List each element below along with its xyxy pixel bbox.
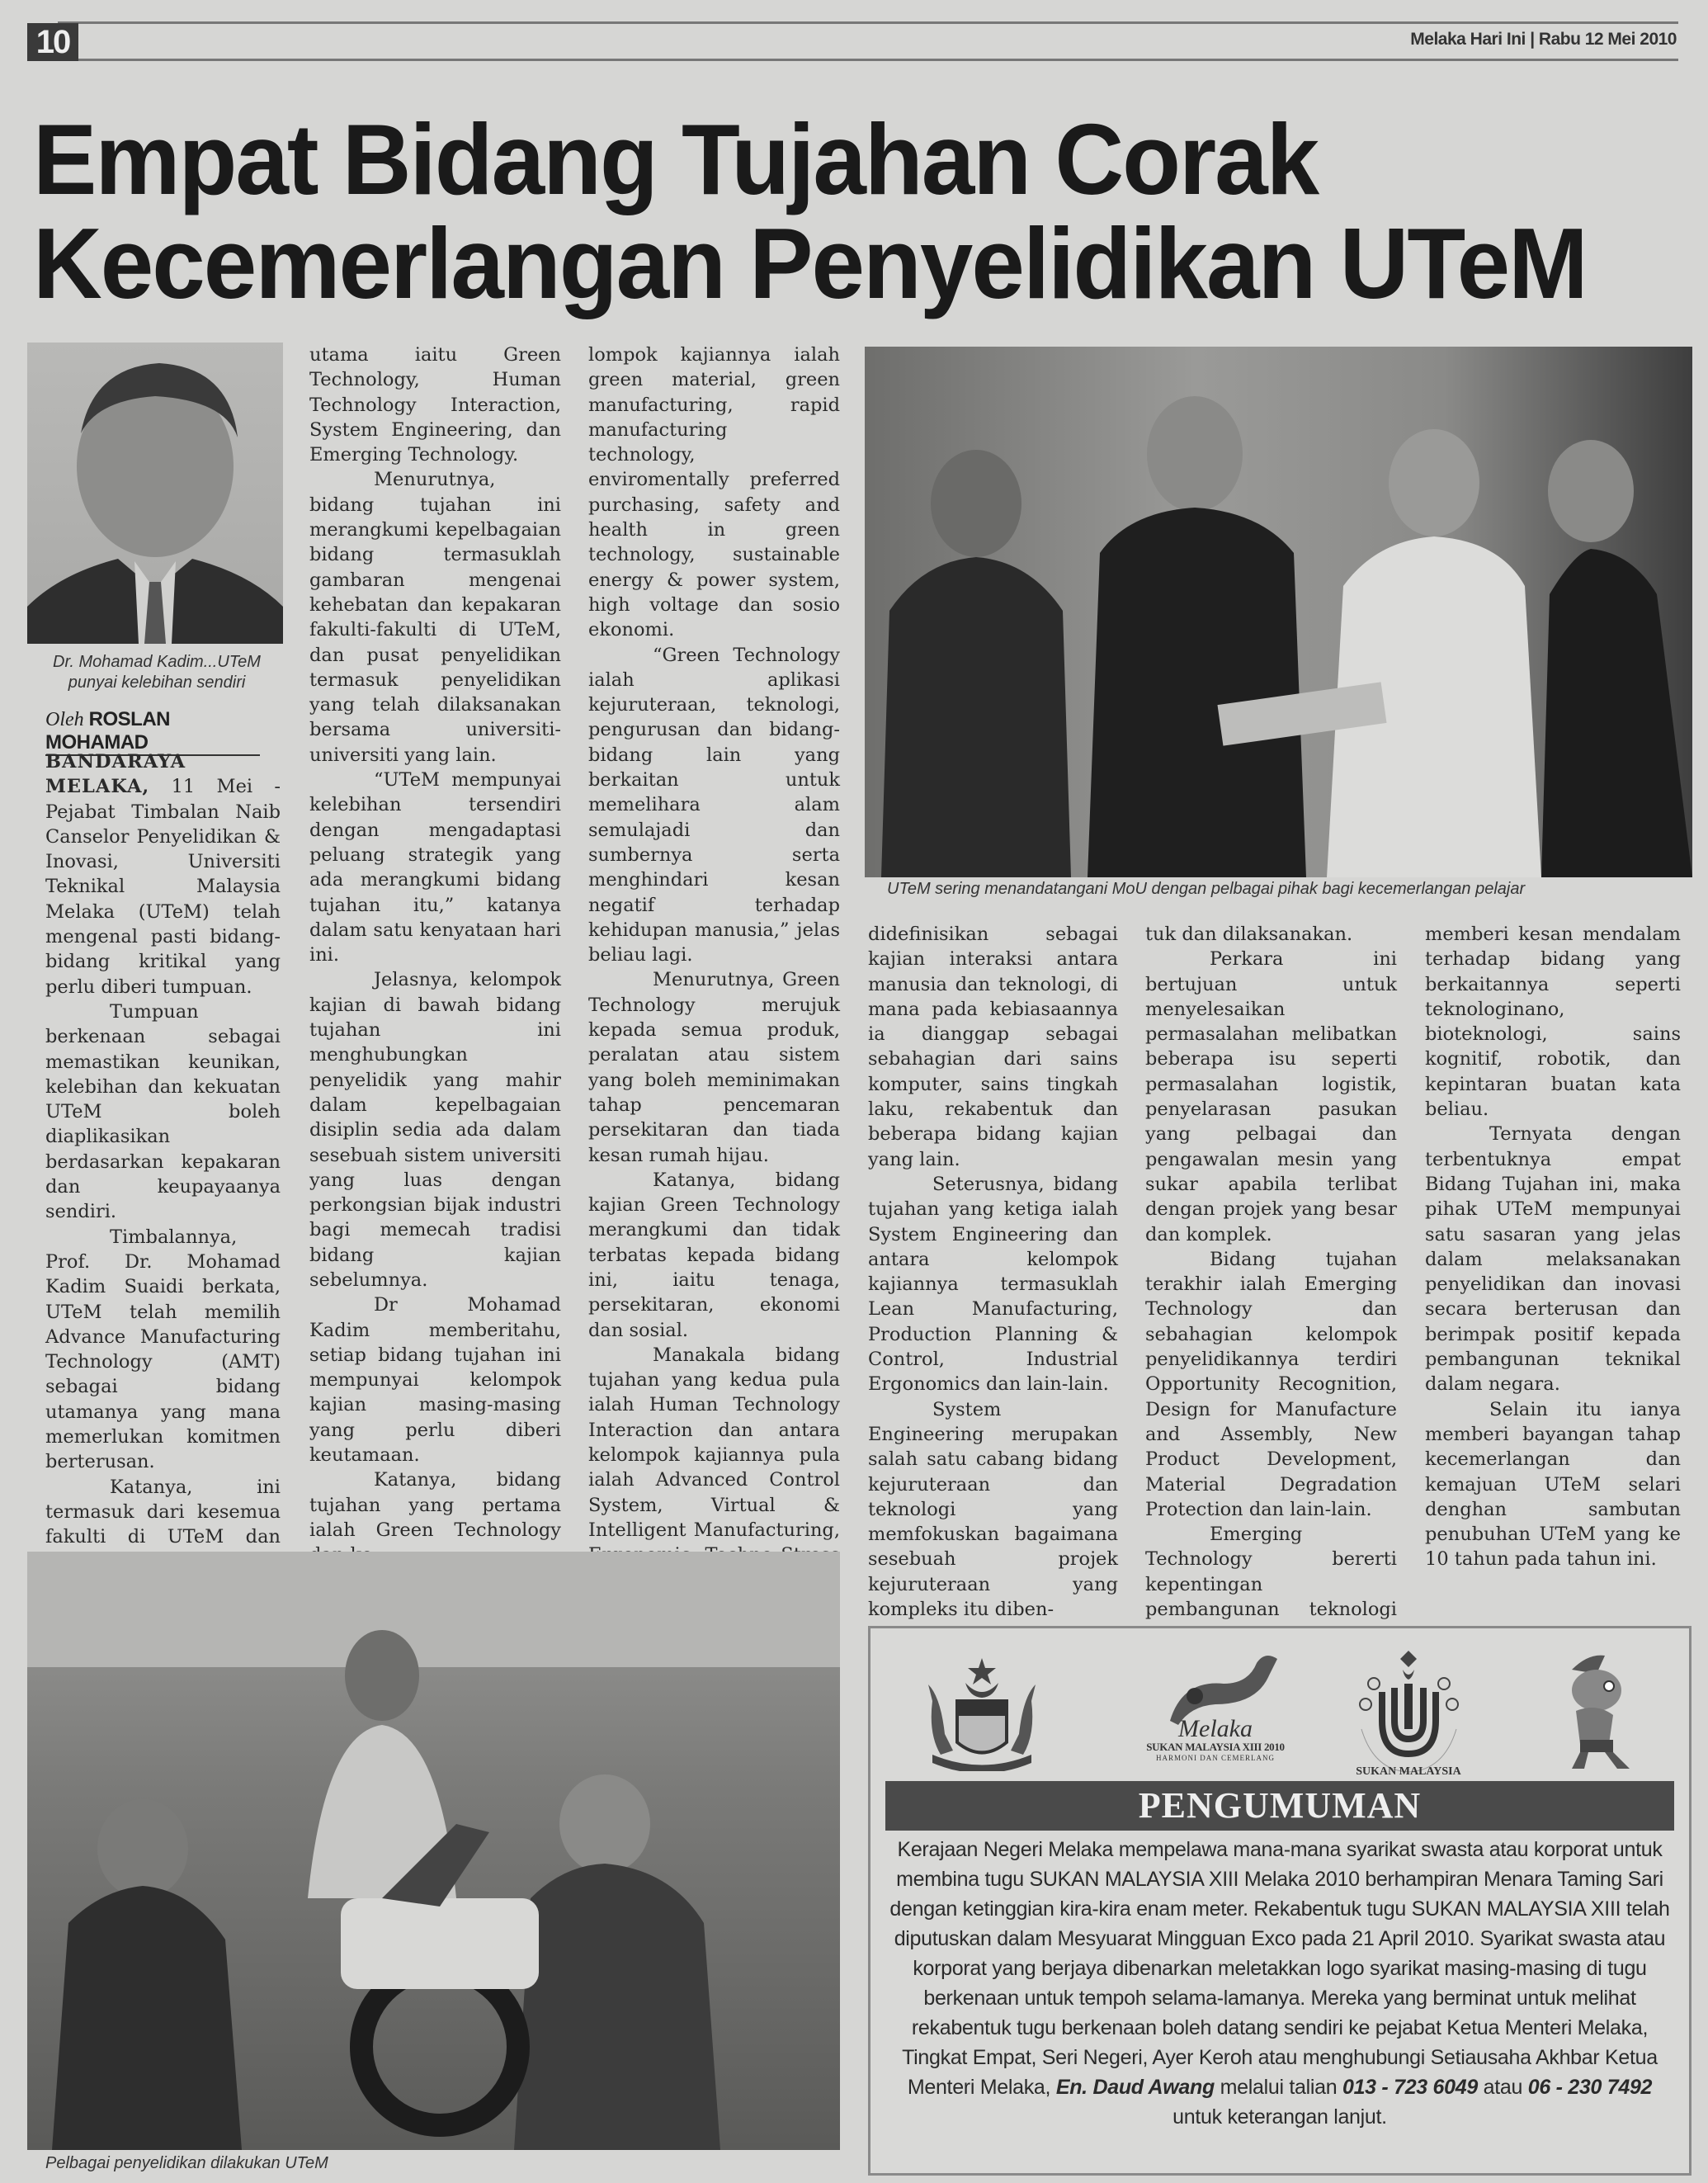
header-rule-bottom [58, 59, 1678, 61]
article-paragraph: Manakala bidang tujahan yang kedua pula ialah Human Technology Interaction dan antara kelompok kajiannya pula ialah Advanced Control System, Virtual & Intelligent Manufacturing, [588, 1344, 840, 1541]
article-paragraph: Ternyata dengan terbentuknya empat Bidang Tujahan ini, maka pihak UTeM mempunyai satu sasaran yang jelas dalam melaksanakan penyelidikan dan inovasi secara berterusan dan berimpak positif kepada pembangunan teknikal dalam negara. [1425, 1123, 1681, 1396]
article-paragraph: Dr Mohamad Kadim memberitahu, setiap bidang tujahan ini mempunyai kelompok kajian masing-masing yang perlu diberi keutamaan. [309, 1294, 561, 1467]
logo-tagline: HARMONI DAN CEMERLANG [1156, 1754, 1275, 1762]
article-paragraph: Menurutnya, Green Technology merujuk kepada semua produk, peralatan atau sistem yang boleh meminimakan tahap pencemaran persekitaran dan tiada kesan rumah hijau. [588, 969, 840, 1166]
article-column-2 [309, 343, 561, 1568]
students-motorcycle-photo-icon [27, 1552, 840, 2150]
article-column-4 [868, 922, 1118, 1622]
article-paragraph: Seterusnya, bidang tujahan yang ketiga ialah System Engineering dan antara kelompok kajiannya termasuklah Lean Manufacturing, Production Planning & Control, Industrial Ergonomics dan lain-lain. [868, 1173, 1118, 1396]
mascot-icon [1539, 1649, 1646, 1773]
byline-author: ROSLAN MOHAMAD [45, 708, 170, 754]
contact-name: En. Daud Awang [1055, 2076, 1215, 2099]
mou-signing-photo-icon [865, 347, 1692, 877]
dateline: BANDARAYA MELAKA, [45, 751, 186, 798]
article-paragraph: Bidang tujahan terakhir ialah Emerging Technology dan sebahagian kelompok penyelidikannya terdiri Opportunity Recognition, Design for Manufacture and Assembly, New Product Development, Material Degradation Protection dan lain-lain. [1145, 1248, 1397, 1520]
mou-signing-photo [865, 347, 1692, 877]
article-column-3 [588, 343, 840, 1618]
logo-label: SUKAN MALAYSIA [1356, 1765, 1461, 1778]
students-motorcycle-photo [27, 1552, 840, 2150]
article-paragraph: Selain itu ianya memberi bayangan tahap kecemerlangan dan kemajuan UTeM selari denghan sambutan penubuhan UTeM yang ke 10 tahun pada tahun ini. [1425, 1398, 1681, 1571]
article-paragraph: Menurutnya, bidang tujahan ini merangkumi kepelbagaian bidang termasuklah gambaran mengenai kehebatan dan kepakaran fakulti-fakulti di UTeM, dan pusat penyelidikan termasuk penyelidikan yang telah dilaksanakan bersama universiti-universiti yang lain. [309, 469, 561, 766]
portrait-caption [33, 652, 281, 693]
article-column-5 [1145, 922, 1397, 1647]
contact-phone-2: 06 - 230 7492 [1527, 2076, 1653, 2099]
announcement-body: Kerajaan Negeri Melaka mempelawa mana-mana syarikat swasta atau korporat untuk membina tugu SUKAN MALAYSIA XIII Melaka 2010 berhampiran Menara Taming Sari dengan ketinggian kira-kira enam meter. Rekabentuk tugu SUKAN MALAYSIA XIII telah diputuskan dalam Mesyuarat Mingguan Exco pada 21 April 2010. Syarikat swasta atau korporat yang berjaya dibenarkan meletakkan logo syarikat masing-masing di tugu berkenaan untuk tempoh selama-lamanya. Mereka yang berminat untuk melihat rekabentuk tugu berkenaan boleh datang sendiri ke pejabat Ketua Menteri Melaka, Tingkat Empat, Seri Negeri, Ayer Keroh atau menghubungi Setiausaha Akhbar Ketua Menteri Melaka, En. Daud Awang melalui talian 013 - 723 6049 atau 06 - 230 7492 untuk keterangan lanjut. [889, 1838, 1670, 2129]
article-paragraph: Emerging Technology bererti kepentingan pembangunan teknologi [1145, 1524, 1397, 1621]
sukan-malaysia-2010-logo-icon [1133, 1647, 1298, 1779]
article-paragraph: Tumpuan berkenaan sebagai memastikan keunikan, kelebihan dan kekuatan UTeM boleh diaplikasikan berdasarkan kepakaran dan keupayaanya sendiri. [45, 1000, 281, 1223]
article-paragraph: Perkara ini bertujuan untuk menyelesaikan permasalahan melibatkan beberapa isu seperti permasalahan logistik, penyelarasan pasukan yang pelbagai dan pengawalan mesin yang sukar apabila terlibat dengan projek yang besar dan komplek. [1145, 948, 1397, 1245]
announcement-box [868, 1626, 1691, 2176]
logo-label: SUKAN MALAYSIA XIII 2010 [1146, 1741, 1285, 1753]
portrait-caption-line-1: Dr. Mohamad Kadim...UTeM [53, 653, 261, 671]
article-paragraph: Katanya, ini termasuk dari kesemua fakulti di UTeM dan [45, 1476, 281, 1548]
publication-date: Melaka Hari Ini | Rabu 12 Mei 2010 [1410, 30, 1677, 49]
announcement-text: Kerajaan Negeri Melaka mempelawa mana-mana syarikat swasta atau korporat untuk membina tugu SUKAN MALAYSIA XIII Melaka 2010 berhampiran Menara Taming Sari dengan ketinggian kira-kira enam meter. Rekabentuk tugu SUKAN MALAYSIA XIII telah diputuskan dalam Mesyuarat Mingguan Exco pada 21 April 2010. Syarikat swasta atau korporat yang berjaya dibenarkan meletakkan logo syarikat masing-masing di tugu berkenaan untuk tempoh selama-lamanya. Mereka yang berminat untuk melihat rekabentuk tugu berkenaan boleh datang sendiri ke pejabat Ketua Menteri Melaka, Tingkat Empat, Seri Negeri, Ayer Keroh atau menghubungi Setiausaha Akhbar Ketua Menteri Melaka, [889, 1838, 1670, 2099]
article-paragraph: Katanya, bidang tujahan yang pertama ialah Green Technology [309, 1469, 561, 1541]
main-photo-caption: UTeM sering menandatangani MoU dengan pelbagai pihak bagi kecemerlangan pelajar [887, 880, 1526, 898]
melaka-coat-of-arms-icon [920, 1651, 1044, 1771]
sukan-malaysia-emblem-icon [1337, 1647, 1481, 1779]
page-number: 10 [27, 23, 78, 61]
article-paragraph: didefinisikan sebagai kajian interaksi antara manusia dan teknologi, di mana pada kebiasaannya ia dianggap sebagai sebahagian dari sains komputer, sains tingkah laku, rekabentuk dan beberapa bidang kajian yang lain. [868, 924, 1118, 1170]
header-rule-top [58, 21, 1678, 24]
portrait-photo [27, 343, 283, 644]
article-paragraph: Jelasnya, kelompok kajian di bawah bidang tujahan ini menghubungkan penyelidik yang mahir dalam kepelbagaian disiplin sedia ada dalam sesebuah sistem universiti yang luas dengan perkongsian bijak industri bagi memecah tradisi bidang kajian sebelumnya. [309, 969, 561, 1291]
article-paragraph: “UTeM mempunyai kelebihan tersendiri dengan mengadaptasi peluang strategik yang ada merangkumi bidang tujahan itu,” katanya dalam satu kenyataan hari ini. [309, 769, 561, 966]
bottom-photo-caption: Pelbagai penyelidikan dilakukan UTeM [45, 2154, 328, 2172]
article-column-6 [1425, 922, 1681, 1572]
headline-line-1: Empat Bidang Tujahan Corak [33, 102, 1319, 216]
contact-phone-1: 013 - 723 6049 [1342, 2076, 1478, 2099]
article-paragraph: BANDARAYA MELAKA, 11 Mei - Pejabat Timbalan Naib Canselor Penyelidikan & Inovasi, Universiti Teknikal Malaysia Melaka (UTeM) telah mengenal pasti bidang-bidang kritikal yang perlu diberi tumpuan. [45, 751, 281, 998]
headline-line-2: Kecemerlangan Penyelidikan UTeM [33, 206, 1587, 320]
article-paragraph: “Green Technology ialah aplikasi kejuruteraan, teknologi, pengurusan dan bidang-bidang lain yang berkaitan untuk memelihara alam semulajadi dan sumbernya serta menghindari kesan negatif terhadap kehidupan manusia,” jelas beliau lagi. [588, 644, 840, 966]
portrait-caption-line-2: punyai kelebihan sendiri [68, 673, 246, 692]
article-paragraph: System Engineering merupakan salah satu cabang bidang kejuruteraan dan teknologi yang memfokuskan bagaimana sesebuah projek kejuruteraan yang kompleks itu diben- [868, 1398, 1118, 1621]
article-paragraph: tuk dan dilaksanakan. [1145, 924, 1353, 945]
announcement-title: PENGUMUMAN [885, 1781, 1674, 1831]
article-paragraph: lompok kajiannya ialah green material, green manufacturing, rapid manufacturing technology, enviromentally preferred purchasing, safety and health in green technology, sustainable energy & power system, high voltage dan sosio ekonomi. [588, 344, 840, 641]
article-paragraph: Timbalannya, Prof. Dr. Mohamad Kadim Suaidi berkata, UTeM telah memilih Advance Manufacturing Technology (AMT) sebagai bidang utamanya yang mana memerlukan komitmen berterusan. [45, 1226, 281, 1473]
byline-prefix: Oleh [45, 709, 84, 730]
article-paragraph: utama iaitu Green Technology, Human Technology Interaction, System Engineering, dan Emerging Technology. [309, 344, 561, 466]
article-column-1 [45, 749, 281, 1599]
logo-script-text: Melaka [1178, 1715, 1253, 1742]
portrait-photo-icon [27, 343, 283, 644]
article-paragraph: memberi kesan mendalam terhadap bidang yang berkaitannya seperti teknologinano, bioteknologi, sains kognitif, robotik, dan kepintaran buatan kata beliau. [1425, 924, 1681, 1121]
article-paragraph: Katanya, bidang kajian Green Technology merangkumi dan tidak terbatas kepada bidang ini, iaitu tenaga, persekitaran, ekonomi dan sosial. [588, 1169, 840, 1341]
